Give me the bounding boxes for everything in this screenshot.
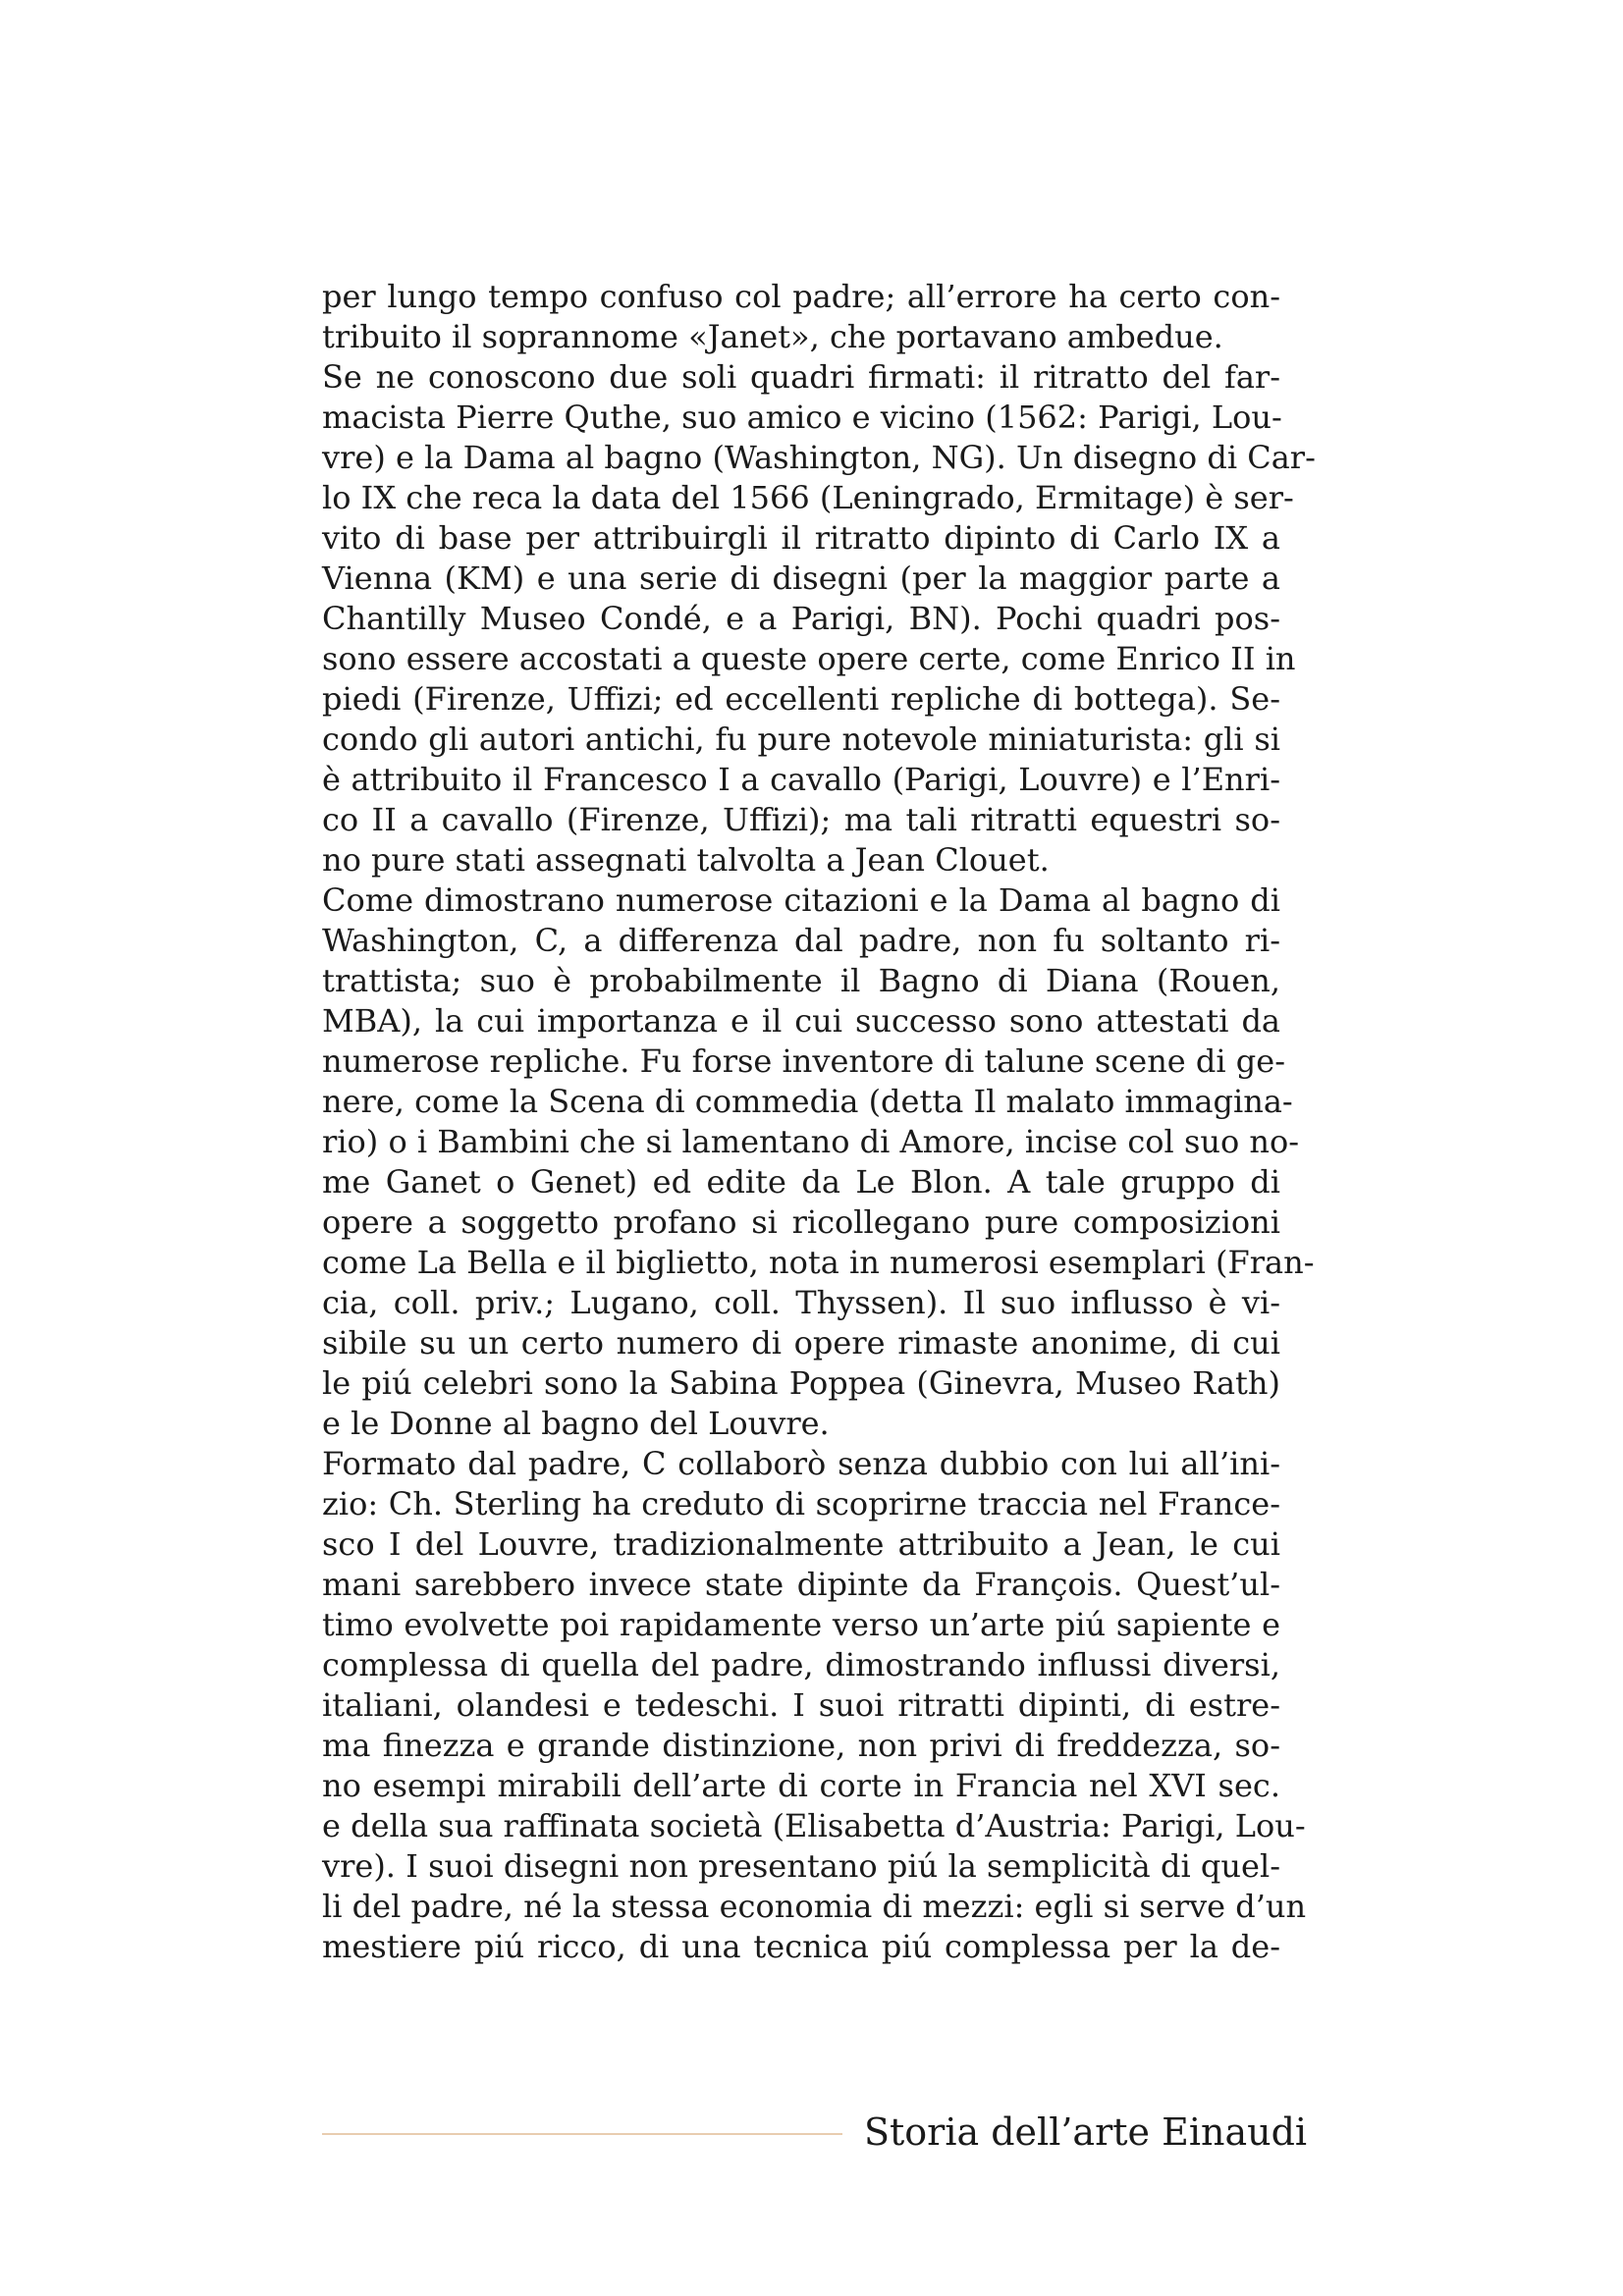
text-line: Vienna (KM) e una serie di disegni (per la maggior parte a [322, 560, 1280, 597]
text-line: macista Pierre Quthe, suo amico e vicino (1562: Parigi, Lou- [322, 399, 1282, 436]
text-line: lo IX che reca la data del 1566 (Leningrado, Ermitage) è ser- [322, 479, 1294, 516]
text-line: MBA), la cui importanza e il cui successo sono attestati da [322, 1002, 1280, 1040]
text-line: rio) o i Bambini che si lamentano di Amore, incise col suo no- [322, 1123, 1300, 1160]
body-text [322, 277, 1316, 1967]
text-line: co II a cavallo (Firenze, Uffizi); ma tali ritratti equestri so- [322, 801, 1280, 838]
text-line: vre). I suoi disegni non presentano piú la semplicità di quel- [322, 1847, 1280, 1885]
text-line: piedi (Firenze, Uffizi; ed eccellenti repliche di bottega). Se- [322, 680, 1280, 718]
text-line: opere a soggetto profano si ricollegano pure composizioni [322, 1203, 1280, 1241]
text-line: no pure stati assegnati talvolta a Jean Clouet. [322, 841, 1050, 879]
text-line: nere, come la Scena di commedia (detta Il malato immagina- [322, 1083, 1293, 1120]
text-line: mestiere piú ricco, di una tecnica piú complessa per la de- [322, 1928, 1280, 1965]
text-line: numerose repliche. Fu forse inventore di talune scene di ge- [322, 1042, 1286, 1080]
text-line: timo evolvette poi rapidamente verso un’arte piú sapiente e [322, 1606, 1280, 1643]
text-line: trattista; suo è probabilmente il Bagno di Diana (Rouen, [322, 962, 1280, 999]
footer-title: Storia dell’arte Einaudi [864, 2110, 1308, 2154]
text-line: zio: Ch. Sterling ha creduto di scoprirne traccia nel France- [322, 1485, 1280, 1522]
text-line: me Ganet o Genet) ed edite da Le Blon. A tale gruppo di [322, 1163, 1280, 1201]
text-line: cia, coll. priv.; Lugano, coll. Thyssen). Il suo influsso è vi- [322, 1284, 1280, 1321]
text-line: Chantilly Museo Condé, e a Parigi, BN). Pochi quadri pos- [322, 600, 1280, 637]
text-line: vre) e la Dama al bagno (Washington, NG). Un disegno di Car- [322, 439, 1316, 476]
text-line: Se ne conoscono due soli quadri firmati: il ritratto del far- [322, 358, 1280, 396]
text-line: e le Donne al bagno del Louvre. [322, 1405, 830, 1442]
text-line: Formato dal padre, C collaborò senza dubbio con lui all’ini- [322, 1445, 1280, 1482]
text-line: Washington, C, a differenza dal padre, non fu soltanto ri- [322, 922, 1280, 959]
text-line: no esempi mirabili dell’arte di corte in Francia nel XVI sec. [322, 1767, 1280, 1804]
footer-divider [322, 2133, 842, 2135]
text-line: li del padre, né la stessa economia di mezzi: egli si serve d’un [322, 1888, 1307, 1925]
text-line: Come dimostrano numerose citazioni e la Dama al bagno di [322, 881, 1280, 919]
text-line: ma finezza e grande distinzione, non privi di freddezza, so- [322, 1727, 1280, 1764]
text-line: complessa di quella del padre, dimostrando influssi diversi, [322, 1646, 1280, 1683]
text-line: è attribuito il Francesco I a cavallo (Parigi, Louvre) e l’Enri- [322, 761, 1280, 798]
text-line: sibile su un certo numero di opere rimaste anonime, di cui [322, 1324, 1280, 1362]
text-line: per lungo tempo confuso col padre; all’errore ha certo con- [322, 278, 1280, 315]
text-line: condo gli autori antichi, fu pure notevole miniaturista: gli si [322, 721, 1280, 758]
text-line: come La Bella e il biglietto, nota in numerosi esemplari (Fran- [322, 1244, 1315, 1281]
text-line: tribuito il soprannome «Janet», che portavano ambedue. [322, 318, 1223, 355]
text-line: e della sua raffinata società (Elisabetta d’Austria: Parigi, Lou- [322, 1807, 1306, 1844]
text-line: italiani, olandesi e tedeschi. I suoi ritratti dipinti, di estre- [322, 1686, 1280, 1724]
text-line: mani sarebbero invece state dipinte da François. Quest’ul- [322, 1566, 1280, 1603]
text-line: sco I del Louvre, tradizionalmente attribuito a Jean, le cui [322, 1525, 1280, 1563]
text-line: le piú celebri sono la Sabina Poppea (Ginevra, Museo Rath) [322, 1364, 1280, 1402]
text-line: sono essere accostati a queste opere certe, come Enrico II in [322, 640, 1296, 677]
text-line: vito di base per attribuirgli il ritratto dipinto di Carlo IX a [322, 519, 1280, 557]
